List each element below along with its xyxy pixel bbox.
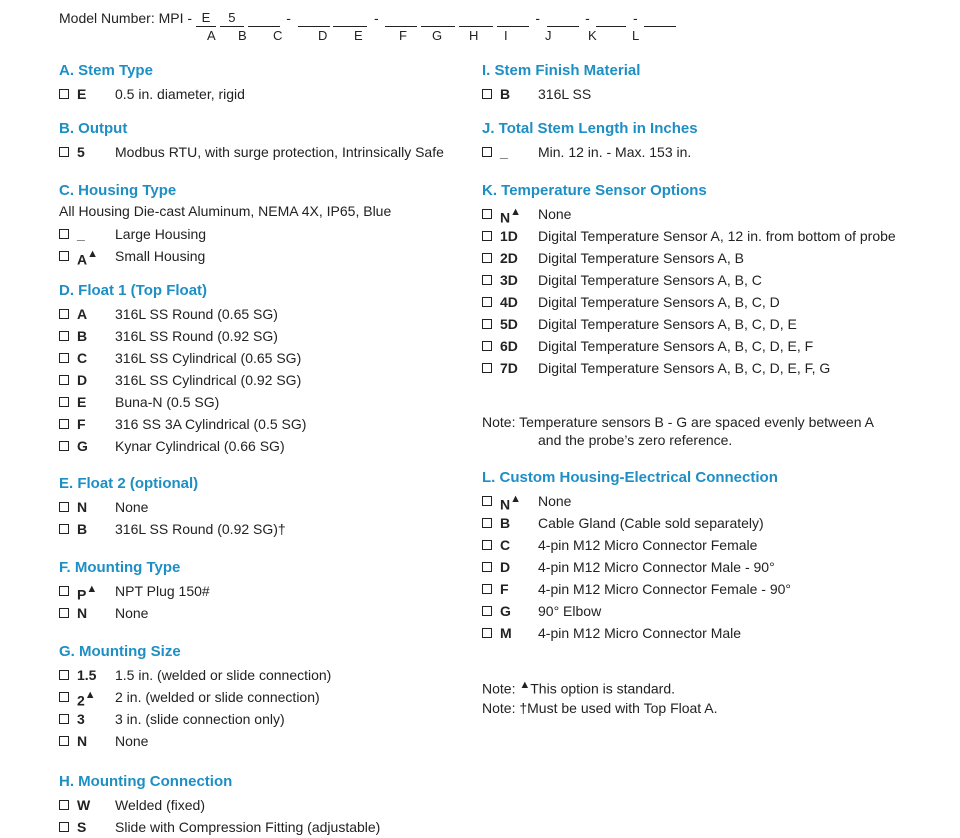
checkbox[interactable] — [482, 363, 492, 373]
option-code-text: N — [500, 496, 511, 513]
checkbox[interactable] — [59, 502, 69, 512]
checkbox[interactable] — [482, 606, 492, 616]
section-title: A. Stem Type — [59, 62, 153, 79]
option-code-text: 6D — [500, 338, 518, 354]
checkbox[interactable] — [59, 251, 69, 261]
option-row — [59, 582, 479, 603]
option-code — [77, 393, 86, 411]
option-code-text: N — [77, 733, 88, 749]
field-j — [547, 10, 579, 27]
checkbox[interactable] — [59, 331, 69, 341]
option-code-text: 2D — [500, 250, 518, 266]
option-section — [59, 119, 479, 161]
section-title: H. Mounting Connection — [59, 773, 233, 790]
option-description: Digital Temperature Sensors A, B, C, D, E, F — [538, 338, 814, 354]
field-g — [421, 10, 455, 27]
position-letter: I — [504, 28, 508, 43]
option-row — [482, 143, 902, 161]
option-row — [482, 205, 902, 226]
option-code — [500, 624, 512, 642]
checkbox[interactable] — [482, 231, 492, 241]
option-code-text: W — [77, 797, 91, 813]
separator: - — [535, 10, 541, 26]
option-code-text: S — [77, 819, 87, 835]
option-description: 4-pin M12 Micro Connector Female - 90° — [538, 581, 792, 597]
option-code-text: M — [500, 625, 512, 641]
option-description: Digital Temperature Sensors A, B, C, D, E — [538, 316, 797, 332]
option-row — [482, 271, 902, 289]
option-section — [482, 61, 902, 103]
option-row — [482, 624, 902, 642]
option-code-text: 7D — [500, 360, 518, 376]
section-title: L. Custom Housing-Electrical Connection — [482, 469, 778, 486]
separator: - — [373, 10, 379, 26]
checkbox[interactable] — [59, 670, 69, 680]
checkbox[interactable] — [59, 441, 69, 451]
option-description: 316L SS Cylindrical (0.92 SG) — [115, 372, 302, 388]
option-row — [59, 520, 479, 538]
checkbox[interactable] — [482, 209, 492, 219]
checkbox[interactable] — [59, 147, 69, 157]
option-code-text: _ — [500, 144, 508, 160]
option-code — [77, 796, 90, 814]
option-code — [77, 710, 85, 728]
option-code-text: E — [77, 394, 87, 410]
option-row — [482, 249, 902, 267]
option-section — [59, 772, 479, 836]
option-code — [500, 227, 518, 245]
option-section — [482, 468, 902, 642]
option-description: Small Housing — [115, 248, 206, 264]
section-title: C. Housing Type — [59, 182, 177, 199]
option-description: Digital Temperature Sensors A, B, C — [538, 272, 762, 288]
section-title: F. Mounting Type — [59, 559, 181, 576]
option-row — [59, 225, 479, 243]
option-row — [482, 85, 902, 103]
option-code — [500, 315, 518, 333]
option-description: Digital Temperature Sensors A, B, C, D, E, F, G — [538, 360, 831, 376]
checkbox[interactable] — [59, 375, 69, 385]
section-title: K. Temperature Sensor Options — [482, 182, 707, 199]
section-title: E. Float 2 (optional) — [59, 475, 199, 492]
option-row — [59, 818, 479, 836]
dagger-note-text: Note: †Must be used with Top Float A. — [482, 700, 718, 716]
position-letter: L — [632, 28, 640, 43]
standard-marker-icon: ▲ — [519, 679, 531, 691]
option-section — [59, 474, 479, 538]
checkbox[interactable] — [482, 89, 492, 99]
option-code — [77, 688, 96, 710]
option-description: None — [538, 493, 572, 509]
checkbox[interactable] — [59, 586, 69, 596]
option-code — [500, 536, 510, 554]
option-row — [482, 315, 902, 333]
position-letter: C — [273, 28, 283, 43]
standard-marker-icon: ▲ — [84, 689, 96, 701]
option-description: Digital Temperature Sensors A, B — [538, 250, 744, 266]
option-section — [482, 119, 902, 161]
option-row — [59, 371, 479, 389]
position-letter: F — [399, 28, 407, 43]
field-c — [248, 10, 280, 27]
position-letter: B — [238, 28, 247, 43]
field-e — [333, 10, 367, 27]
option-code — [77, 85, 86, 103]
option-code — [77, 415, 86, 433]
option-description: Kynar Cylindrical (0.66 SG) — [115, 438, 285, 454]
option-code-text: G — [500, 603, 511, 619]
option-code-text: A — [77, 251, 88, 268]
field-f — [385, 10, 417, 27]
option-row — [482, 359, 902, 377]
checkbox[interactable] — [59, 419, 69, 429]
checkbox[interactable] — [59, 714, 69, 724]
option-row — [482, 536, 902, 554]
option-description: Large Housing — [115, 226, 207, 242]
checkbox[interactable] — [59, 822, 69, 832]
option-code — [77, 732, 87, 750]
option-description: Modbus RTU, with surge protection, Intrinsically Safe — [115, 144, 444, 160]
dagger-note — [482, 699, 902, 717]
option-code — [77, 327, 87, 345]
checkbox[interactable] — [59, 397, 69, 407]
standard-note-prefix: Note: — [482, 680, 520, 697]
option-code-text: N — [77, 499, 88, 515]
checkbox[interactable] — [59, 736, 69, 746]
checkbox[interactable] — [482, 253, 492, 263]
option-code-text: A — [77, 306, 88, 322]
option-section — [59, 61, 479, 103]
option-code — [500, 359, 518, 377]
option-code — [500, 205, 521, 227]
option-description: Digital Temperature Sensors A, B, C, D — [538, 294, 780, 310]
position-letter: J — [545, 28, 552, 43]
option-code — [77, 371, 87, 389]
option-section — [59, 281, 479, 455]
option-description: NPT Plug 150# — [115, 583, 210, 599]
option-description: None — [115, 605, 149, 621]
option-code — [77, 247, 98, 269]
separator: - — [286, 10, 291, 26]
section-title: D. Float 1 (Top Float) — [59, 282, 208, 299]
section-title: B. Output — [59, 120, 128, 137]
position-letter: E — [354, 28, 363, 43]
option-section — [59, 642, 479, 750]
option-code — [77, 349, 87, 367]
option-code-text: B — [500, 86, 511, 102]
checkbox[interactable] — [59, 692, 69, 702]
checkbox[interactable] — [482, 297, 492, 307]
checkbox[interactable] — [59, 524, 69, 534]
option-description: 316L SS — [538, 86, 592, 102]
option-description: 3 in. (slide connection only) — [115, 711, 285, 727]
option-code-text: 5 — [77, 144, 85, 160]
standard-marker-icon: ▲ — [86, 583, 98, 595]
field-h — [459, 10, 493, 27]
field-b: 5 — [220, 10, 244, 27]
option-row — [482, 492, 902, 513]
option-code-text: N — [500, 209, 511, 226]
option-row — [482, 580, 902, 598]
checkbox[interactable] — [59, 89, 69, 99]
option-code — [77, 305, 87, 323]
option-code-text: C — [500, 537, 511, 553]
option-description: 4-pin M12 Micro Connector Male - 90° — [538, 559, 775, 575]
option-row — [59, 688, 479, 709]
option-row — [59, 143, 479, 161]
option-section — [59, 558, 479, 622]
standard-note-text: This option is standard. — [530, 680, 675, 697]
section-title: J. Total Stem Length in Inches — [482, 120, 698, 137]
checkbox[interactable] — [482, 341, 492, 351]
option-description: 316L SS Round (0.92 SG) — [115, 328, 278, 344]
option-code-text: 1.5 — [77, 667, 97, 683]
checkbox[interactable] — [59, 309, 69, 319]
option-section — [482, 181, 902, 377]
checkbox[interactable] — [482, 628, 492, 638]
option-code — [77, 498, 87, 516]
option-code-text: B — [500, 515, 511, 531]
option-row — [59, 604, 479, 622]
option-description: 4-pin M12 Micro Connector Male — [538, 625, 742, 641]
position-letter: G — [432, 28, 443, 43]
field-a: E — [196, 10, 216, 27]
option-description: Cable Gland (Cable sold separately) — [538, 515, 764, 531]
checkbox[interactable] — [482, 584, 492, 594]
option-code — [500, 143, 508, 161]
option-description: 4-pin M12 Micro Connector Female — [538, 537, 758, 553]
model-number-label: Model Number: MPI - — [59, 10, 193, 26]
separator: - — [632, 10, 638, 26]
option-description: 90° Elbow — [538, 603, 602, 619]
option-code-text: C — [77, 350, 88, 366]
option-code-text: 4D — [500, 294, 518, 310]
option-description: 316L SS Round (0.92 SG)† — [115, 521, 286, 537]
option-description: Welded (fixed) — [115, 797, 206, 813]
field-l — [644, 10, 676, 27]
option-description: Digital Temperature Sensor A, 12 in. from bottom of probe — [538, 228, 896, 244]
option-code-text: 5D — [500, 316, 518, 332]
option-description: None — [115, 499, 149, 515]
option-code — [500, 337, 518, 355]
option-row — [482, 514, 902, 532]
option-row — [482, 558, 902, 576]
standard-marker-icon: ▲ — [87, 248, 99, 260]
option-row — [59, 796, 479, 814]
field-d — [298, 10, 330, 27]
option-section — [59, 181, 479, 268]
option-description: 2 in. (welded or slide connection) — [115, 689, 320, 705]
temperature-note-line2: and the probe’s zero reference. — [538, 432, 733, 448]
option-code — [500, 602, 511, 620]
checkbox[interactable] — [482, 518, 492, 528]
option-description: 316L SS Round (0.65 SG) — [115, 306, 278, 322]
option-code — [500, 580, 509, 598]
option-description: Min. 12 in. - Max. 153 in. — [538, 144, 692, 160]
position-letter: H — [469, 28, 479, 43]
option-code — [77, 818, 86, 836]
option-description: 0.5 in. diameter, rigid — [115, 86, 245, 102]
option-code — [77, 225, 85, 243]
model-number-line — [59, 10, 676, 27]
option-code-text: B — [77, 328, 88, 344]
option-code — [77, 604, 87, 622]
option-description: None — [538, 206, 572, 222]
option-row — [59, 437, 479, 455]
checkbox[interactable] — [482, 496, 492, 506]
field-k — [596, 10, 626, 27]
option-row — [59, 305, 479, 323]
option-row — [59, 498, 479, 516]
position-letter: D — [318, 28, 328, 43]
section-title: G. Mounting Size — [59, 643, 181, 660]
option-description: Buna-N (0.5 SG) — [115, 394, 220, 410]
option-row — [482, 337, 902, 355]
option-code — [77, 582, 97, 604]
option-row — [482, 227, 902, 245]
option-row — [59, 327, 479, 345]
option-code-text: E — [77, 86, 87, 102]
option-row — [59, 732, 479, 750]
temperature-note-line1: Note: Temperature sensors B - G are spaced evenly between A — [482, 414, 874, 430]
option-code — [500, 293, 518, 311]
option-code-text: D — [77, 372, 88, 388]
option-row — [59, 666, 479, 684]
checkbox[interactable] — [59, 800, 69, 810]
checkbox[interactable] — [482, 275, 492, 285]
standard-note — [482, 676, 902, 698]
section-title: I. Stem Finish Material — [482, 62, 641, 79]
option-code-text: F — [77, 416, 86, 432]
option-description: 1.5 in. (welded or slide connection) — [115, 667, 332, 683]
option-code — [500, 271, 518, 289]
temperature-note — [482, 413, 902, 449]
position-letter: A — [207, 28, 216, 43]
option-code — [77, 520, 87, 538]
option-row — [482, 602, 902, 620]
option-code-text: 3 — [77, 711, 85, 727]
checkbox[interactable] — [59, 353, 69, 363]
option-code — [500, 514, 510, 532]
option-code — [500, 85, 510, 103]
option-code — [77, 666, 96, 684]
option-code — [500, 558, 510, 576]
standard-marker-icon: ▲ — [510, 493, 522, 505]
option-code-text: P — [77, 586, 87, 603]
option-description: 316 SS 3A Cylindrical (0.5 SG) — [115, 416, 307, 432]
option-code — [500, 492, 521, 514]
option-code-text: F — [500, 581, 509, 597]
option-description: 316L SS Cylindrical (0.65 SG) — [115, 350, 302, 366]
option-row — [59, 85, 479, 103]
position-letter: K — [588, 28, 597, 43]
option-code-text: D — [500, 559, 511, 575]
separator: - — [585, 10, 590, 26]
option-row — [59, 247, 479, 268]
option-code-text: N — [77, 605, 88, 621]
checkbox[interactable] — [482, 319, 492, 329]
option-row — [59, 349, 479, 367]
checkbox[interactable] — [482, 540, 492, 550]
field-i — [497, 10, 529, 27]
option-code — [500, 249, 518, 267]
option-description: None — [115, 733, 149, 749]
checkbox[interactable] — [59, 229, 69, 239]
section-description: All Housing Die-cast Aluminum, NEMA 4X, IP65, Blue — [59, 203, 392, 219]
option-code — [77, 143, 85, 161]
checkbox[interactable] — [482, 562, 492, 572]
option-code — [77, 437, 88, 455]
option-row — [59, 393, 479, 411]
option-code-text: 2 — [77, 692, 85, 709]
option-description: Slide with Compression Fitting (adjustable) — [115, 819, 381, 835]
standard-marker-icon: ▲ — [510, 206, 522, 218]
option-code-text: 1D — [500, 228, 518, 244]
option-code-text: G — [77, 438, 88, 454]
option-code-text: B — [77, 521, 88, 537]
option-row — [59, 710, 479, 728]
option-row — [482, 293, 902, 311]
option-code-text: 3D — [500, 272, 518, 288]
option-row — [59, 415, 479, 433]
checkbox[interactable] — [482, 147, 492, 157]
option-code-text: _ — [77, 226, 85, 242]
checkbox[interactable] — [59, 608, 69, 618]
